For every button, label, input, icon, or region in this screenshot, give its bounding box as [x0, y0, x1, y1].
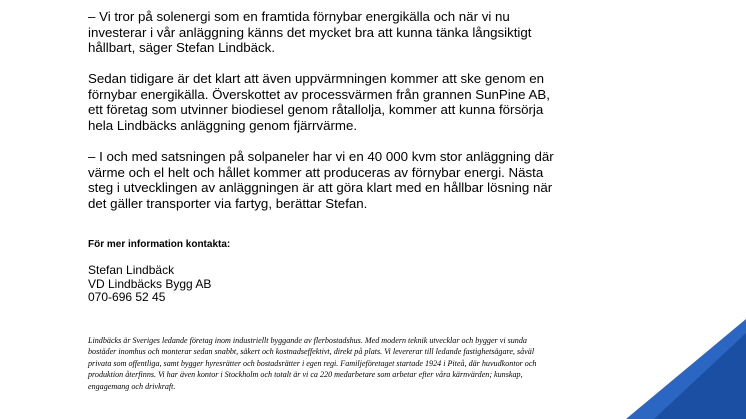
contact-block — [88, 264, 211, 305]
contact-name: Stefan Lindbäck — [88, 263, 175, 277]
body-paragraph-3: – I och med satsningen på solpaneler har vi en 40 000 kvm stor anläggning där värme och el helt och hållet kommer att produceras av förnybar energi. Nästa steg i utvecklingen av anläggningen är att göra klart med en hållbar lösning när det gäller transporter via fartyg, berättar Stefan. — [88, 149, 554, 211]
contact-heading: För mer information kontakta: — [88, 239, 231, 250]
body-paragraph-1: – Vi tror på solenergi som en framtida förnybar energikälla och när vi nu investerar i vår anläggning känns det mycket bra att kunna tänka långsiktigt hållbart, säger Stefan Lindbäck. — [88, 9, 532, 56]
company-boilerplate: Lindbäcks är Sveriges ledande företag inom industriellt byggande av flerbostadshus. Med modern teknik utvecklar och bygger vi sunda bostäder inomhus och monterar sedan snabbt, säkert och kostnadseffektivt, direkt på plats. Vi levererar till ledande fastighetsägare, såväl privata som offentliga, samt bygger hyresrätter och bostadsrätter i egen regi. Familjeföretaget startade 1924 i Piteå, där huvudkontor och produktion återfinns. Vi har även kontor i Stockholm och totalt är vi ca 220 medarbetare som arbetar efter våra kärnvärden; kunskap, engagemang och drivkraft. — [88, 336, 537, 391]
contact-title: VD Lindbäcks Bygg AB — [88, 276, 212, 291]
brand-corner-graphic — [566, 319, 746, 419]
body-paragraph-2: Sedan tidigare är det klart att även uppvärmningen kommer att ske genom en förnybar energikälla. Överskottet av processvärmen från grannen SunPine AB, ett företag som utvinner biodiesel genom råtallolja, kommer att kunna försörja hela Lindbäcks anläggning genom fjärrvärme. — [88, 71, 550, 133]
contact-phone: 070-696 52 45 — [88, 290, 166, 304]
